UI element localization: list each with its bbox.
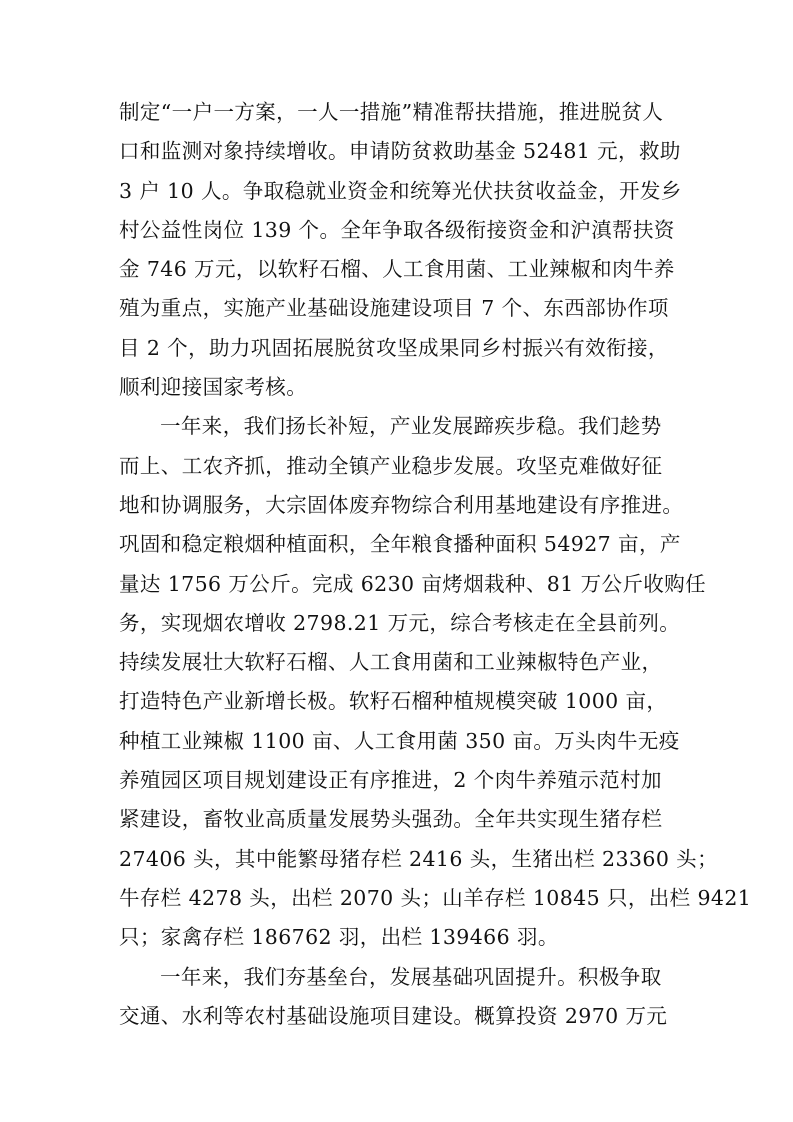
text-line: 口和监测对象持续增收。申请防贫救助基金 52481 元，救助 [119,139,681,164]
text-line: 地和协调服务，大宗固体废弃物综合利用基地建设有序推进。 [119,492,684,517]
text-line: 殖为重点，实施产业基础设施建设项目 7 个、东西部协作项 [119,296,669,321]
text-line: 种植工业辣椒 1100 亩、人工食用菌 350 亩。万头肉牛无疫 [119,728,680,753]
body-text [119,93,752,1036]
text-line: 顺利迎接国家考核。 [119,375,308,400]
text-line: 3 户 10 人。争取稳就业资金和统筹光伏扶贫收益金，开发乡 [119,178,682,203]
text-line: 打造特色产业新增长极。软籽石榴种植规模突破 1000 亩， [119,689,668,714]
text-line: 制定“一户一方案，一人一措施”精准帮扶措施，推进脱贫人 [119,100,664,124]
text-line: 27406 头，其中能繁母猪存栏 2416 头，生猪出栏 23360 头； [119,846,718,871]
text-line: 而上、工农齐抓，推动全镇产业稳步发展。攻坚克难做好征 [119,453,663,478]
text-line: 牛存栏 4278 头，出栏 2070 头；山羊存栏 10845 只，出栏 9421 [119,885,752,910]
text-line: 村公益性岗位 139 个。全年争取各级衔接资金和沪滇帮扶资 [119,217,675,242]
text-line: 目 2 个，助力巩固拓展脱贫攻坚成果同乡村振兴有效衔接， [119,335,669,360]
text-line: 只；家禽存栏 186762 羽，出栏 139466 羽。 [119,925,559,950]
text-line: 量达 1756 万公斤。完成 6230 亩烤烟栽种、81 万公斤收购任 [119,571,707,596]
text-line: 持续发展壮大软籽石榴、人工食用菌和工业辣椒特色产业， [119,650,663,675]
text-line: 巩固和稳定粮烟种植面积，全年粮食播种面积 54927 亩，产 [119,532,681,557]
text-line: 养殖园区项目规划建设正有序推进，2 个肉牛养殖示范村加 [119,768,662,793]
paragraph-first-line: 一年来，我们扬长补短，产业发展蹄疾步稳。我们趁势 [160,414,662,439]
text-line: 务，实现烟农增收 2798.21 万元，综合考核走在全县前列。 [119,610,681,635]
paragraph-first-line: 一年来，我们夯基垒台，发展基础巩固提升。积极争取 [160,964,662,989]
text-line: 金 746 万元，以软籽石榴、人工食用菌、工业辣椒和肉牛养 [119,257,675,282]
text-line: 交通、水利等农村基础设施项目建设。概算投资 2970 万元 [119,1003,668,1028]
text-line: 紧建设，畜牧业高质量发展势头强劲。全年共实现生猪存栏 [119,807,663,832]
